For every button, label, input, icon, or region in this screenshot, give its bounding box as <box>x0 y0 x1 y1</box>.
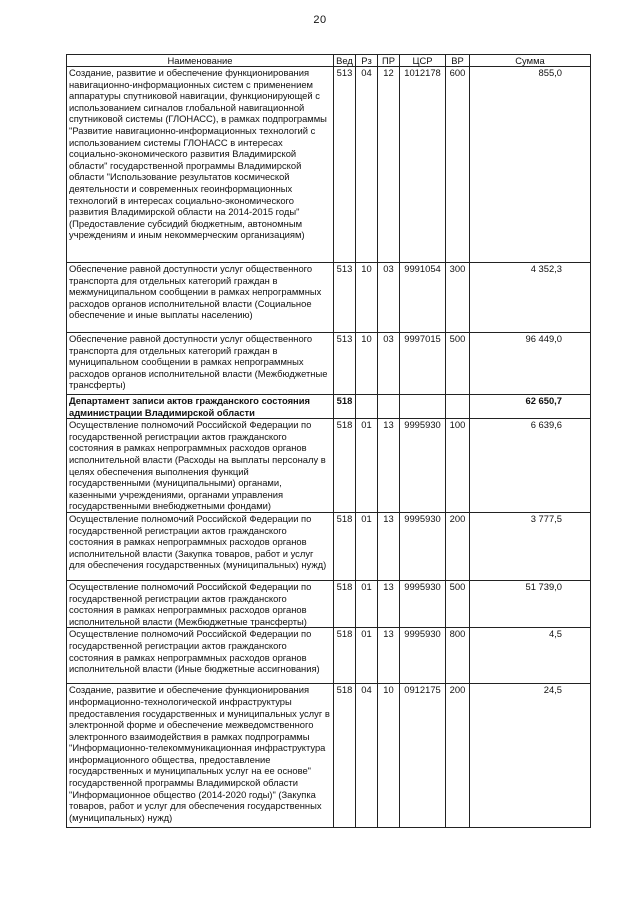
row-ved: 518 <box>334 684 356 828</box>
row-vr: 200 <box>446 684 470 828</box>
header-name: Наименование <box>67 55 334 67</box>
row-pr: 03 <box>378 263 400 333</box>
header-rz: Рз <box>356 55 378 67</box>
table-row <box>67 67 591 263</box>
row-rz: 01 <box>356 580 378 627</box>
row-rz: 01 <box>356 512 378 580</box>
row-vr <box>446 395 470 419</box>
row-sum: 51 739,0 <box>470 580 591 627</box>
row-ved: 513 <box>334 67 356 263</box>
row-csr: 9995930 <box>400 419 446 513</box>
row-ved: 518 <box>334 395 356 419</box>
table-row <box>67 333 591 395</box>
row-csr: 0912175 <box>400 684 446 828</box>
row-rz <box>356 395 378 419</box>
table-row <box>67 419 591 513</box>
table-row-department <box>67 395 591 419</box>
row-rz: 04 <box>356 67 378 263</box>
row-name: Создание, развитие и обеспечение функционирования информационно-технологической инфраструктуры предоставления государственных и муниципальных услуг в электронной форме и обеспечение межведомственного электронного взаимодействия в рамках подпрограммы "Информационно-телекоммуникационная инфраструктура информационного общества, предоставление государственных и муниципальных услуг на ее основе" государственной программы Владимирской области "Информационное общество (2014-2020 годы)" (Закупка товаров, работ и услуг для обеспечения государственных (муниципальных) нужд) <box>67 684 334 828</box>
table-row <box>67 263 591 333</box>
row-vr: 200 <box>446 512 470 580</box>
table-row <box>67 628 591 684</box>
row-csr <box>400 395 446 419</box>
row-csr: 9995930 <box>400 512 446 580</box>
row-pr: 03 <box>378 333 400 395</box>
row-rz: 01 <box>356 628 378 684</box>
row-pr: 13 <box>378 512 400 580</box>
row-pr: 12 <box>378 67 400 263</box>
budget-table <box>66 54 591 828</box>
table-row <box>67 684 591 828</box>
row-rz: 10 <box>356 263 378 333</box>
row-csr: 9995930 <box>400 628 446 684</box>
row-ved: 518 <box>334 580 356 627</box>
row-name: Осуществление полномочий Российской Федерации по государственной регистрации актов гражданского состояния в рамках непрограммных расходов органов исполнительной власти (Иные бюджетные ассигнования) <box>67 628 334 684</box>
table-row <box>67 580 591 627</box>
row-vr: 100 <box>446 419 470 513</box>
row-pr: 10 <box>378 684 400 828</box>
row-name: Обеспечение равной доступности услуг общественного транспорта для отдельных категорий граждан в муниципальном сообщении в рамках непрограммных расходов органов исполнительной власти (Межбюджетные трансферты) <box>67 333 334 395</box>
row-csr: 9991054 <box>400 263 446 333</box>
row-name: Осуществление полномочий Российской Федерации по государственной регистрации актов гражданского состояния в рамках непрограммных расходов органов исполнительной власти (Закупка товаров, работ и услуг для обеспечения государственных (муниципальных) нужд) <box>67 512 334 580</box>
row-csr: 9995930 <box>400 580 446 627</box>
row-sum: 62 650,7 <box>470 395 591 419</box>
row-pr: 13 <box>378 419 400 513</box>
page-number: 20 <box>313 14 327 26</box>
row-sum: 24,5 <box>470 684 591 828</box>
header-ved: Вед <box>334 55 356 67</box>
row-sum: 4 352,3 <box>470 263 591 333</box>
row-sum: 3 777,5 <box>470 512 591 580</box>
row-ved: 518 <box>334 628 356 684</box>
row-vr: 600 <box>446 67 470 263</box>
row-name: Осуществление полномочий Российской Федерации по государственной регистрации актов гражданского состояния в рамках непрограммных расходов органов исполнительной власти (Межбюджетные трансферты) <box>67 580 334 627</box>
row-ved: 518 <box>334 419 356 513</box>
row-name: Осуществление полномочий Российской Федерации по государственной регистрации актов гражданского состояния в рамках непрограммных расходов органов исполнительной власти (Расходы на выплаты персоналу в целях обеспечения выполнения функций государственными (муниципальными) органами, казенными учреждениями, органами управления государственными внебюджетными фондами) <box>67 419 334 513</box>
row-sum: 6 639,6 <box>470 419 591 513</box>
row-name: Создание, развитие и обеспечение функционирования навигационно-информационных систем с применением аппаратуры спутниковой навигации, функционирующей с использованием сигналов глобальной навигационной спутниковой системы (ГЛОНАСС), в рамках подпрограммы "Развитие навигационно-информационных технологий с использованием системы ГЛОНАСС в интересах социально-экономического развития Владимирской области" государственной программы Владимирской области "Использование результатов космической деятельности и современных геоинформационных технологий в интересах социально-экономического развития Владимирской области на 2014-2015 годы" (Предоставление субсидий бюджетным, автономным учреждениям и иным некоммерческим организациям) <box>67 67 334 263</box>
row-vr: 800 <box>446 628 470 684</box>
header-sum: Сумма <box>470 55 591 67</box>
row-pr: 13 <box>378 628 400 684</box>
row-name: Департамент записи актов гражданского состояния администрации Владимирской области <box>67 395 334 419</box>
row-name: Обеспечение равной доступности услуг общественного транспорта для отдельных категорий граждан в межмуниципальном сообщении в рамках непрограммных расходов органов исполнительной власти (Социальное обеспечение и иные выплаты населению) <box>67 263 334 333</box>
table-row <box>67 512 591 580</box>
row-vr: 500 <box>446 333 470 395</box>
row-csr: 9997015 <box>400 333 446 395</box>
row-vr: 300 <box>446 263 470 333</box>
row-sum: 855,0 <box>470 67 591 263</box>
row-csr: 1012178 <box>400 67 446 263</box>
row-rz: 01 <box>356 419 378 513</box>
table-header-row <box>67 55 591 67</box>
header-csr: ЦСР <box>400 55 446 67</box>
row-pr <box>378 395 400 419</box>
row-pr: 13 <box>378 580 400 627</box>
row-rz: 10 <box>356 333 378 395</box>
row-vr: 500 <box>446 580 470 627</box>
row-ved: 513 <box>334 333 356 395</box>
row-sum: 96 449,0 <box>470 333 591 395</box>
row-ved: 518 <box>334 512 356 580</box>
row-rz: 04 <box>356 684 378 828</box>
row-ved: 513 <box>334 263 356 333</box>
header-pr: ПР <box>378 55 400 67</box>
row-sum: 4,5 <box>470 628 591 684</box>
header-vr: ВР <box>446 55 470 67</box>
